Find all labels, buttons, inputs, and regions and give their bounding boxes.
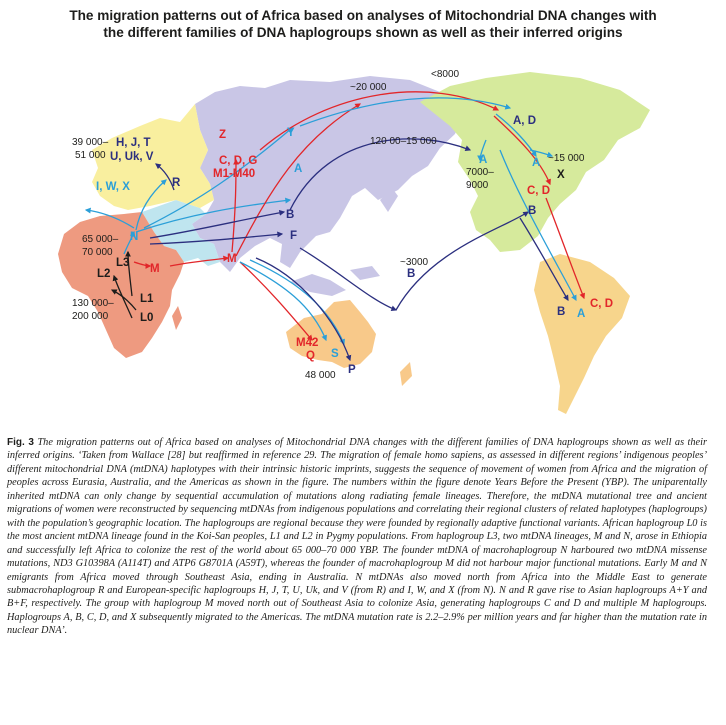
migration-map <box>0 56 726 428</box>
label-m-india: M <box>227 253 237 265</box>
label-m-africa: M <box>150 263 160 275</box>
title-line-1: The migration patterns out of Africa based on analyses of Mitochondrial DNA changes with <box>69 8 657 23</box>
region-madagascar <box>172 306 182 330</box>
region-south-america <box>534 254 630 414</box>
label-a-na: A <box>479 154 488 166</box>
label-l3: L3 <box>116 257 130 269</box>
label-years-200000: 200 000 <box>72 311 109 322</box>
label-p: P <box>348 364 356 376</box>
label-f-asia: F <box>290 230 298 242</box>
label-years-39000: 39 000– <box>72 137 109 148</box>
label-i-w-x: I, W, X <box>96 181 130 193</box>
label-h-j-t: H, J, T <box>116 137 151 149</box>
label-y-asia: Y <box>287 127 295 139</box>
figure-caption <box>7 436 707 638</box>
label-l1: L1 <box>140 293 154 305</box>
caption-text: The migration patterns out of Africa based on analyses of Mitochondrial DNA changes with the different families of DNA haplogroups shown as well as their inferred origins. ‘Taken from Wallace [28] but reaffirmed in reference 29. The migration of female homo sapiens, as assessed in different regions’ indigenous peoples’ different mitochondrial DNA (mtDNA) haplotypes with their intrinsic historic imprints, suggests the sequence of movement of women from Africa and the migration of peoples across Eurasia, Australia, and the Americas as shown in the figure. The numbers within the figure denote Years Before the Present (YBP). The uniparentally inherited mtDNA can only change by sequential accumulation of mutations along radiating female lineages. Therefore, the mtDNA mutational tree and ancient migrations of women were reconstructed by sequencing mtDNAs from indigenous populations and correlating their regional clusters of related haplotypes (haplogroups) with the population’s geographic location. The haplogroups are regional because they were founded by regionally adaptive functional variants. African haplogroup L0 is the most ancient mtDNA lineage found in the Koi-San peoples, L1 and L2 in Pygmy populations. From haplogroup L3, two mtDNA lineages, M and N, arose in Ethiopia and successfully left Africa to colonize the rest of the world about 65 000–70 000 YBP. The founder mtDNA of macrohaplogroup N harboured two mtDNA missense mutations, ND3 G10398A (A114T) and ATP6 G8701A (A59T), whereas the founder of macrohaplogroup M did not harbour major functional mutations. Early M and N emigrants from Africa moved through Southeast Asia, ending in Australia. N mtDNAs also moved north from Africa into the Middle East to generate submacrohaplogroup R and European-specific haplogroups H, J, T, U, Uk, and V (from R) and I, W, and X (from N). N and R gave rise to Asian haplogroups A+Y and B+F, respectively. The group with haplogroup M moved north out of Southeast Asia to colonize Asia, generating haplogroups C and D and multiple M haplogroups. Haplogroups A, B, C, D, and X subsequently migrated to the Americas. The mtDNA mutation rate is 2.2–2.9% per million years and far higher than the mutation rate in nuclear DNA’. <box>7 437 707 637</box>
label-x: X <box>557 169 565 181</box>
label-years-15000: ~15 000 <box>548 153 585 164</box>
label-years-51000: 51 000 <box>75 150 106 161</box>
region-new-zealand <box>400 362 412 386</box>
label-c-d-na: C, D <box>527 185 550 197</box>
label-years-130000: 130 000– <box>72 298 114 309</box>
label-years-20000: ~20 000 <box>350 82 387 93</box>
label-n: N <box>130 231 139 243</box>
label-u-uk-v: U, Uk, V <box>110 151 154 163</box>
label-b-asia: B <box>286 209 295 221</box>
label-a-d: A, D <box>513 115 536 127</box>
label-a-na-east: A <box>532 157 541 169</box>
label-a-sa: A <box>577 308 586 320</box>
title-line-2: the different families of DNA haplogroups shown as well as their inferred origins <box>103 25 623 40</box>
label-years-7000: 7000– <box>466 167 494 178</box>
label-m1-m40: M1-M40 <box>213 168 256 180</box>
caption-fig-label: Fig. 3 <box>7 437 34 448</box>
label-l0: L0 <box>140 312 154 324</box>
label-years-9000: 9000 <box>466 180 489 191</box>
label-s: S <box>331 348 339 360</box>
label-c-d-sa: C, D <box>590 298 613 310</box>
label-r: R <box>172 177 181 189</box>
label-a-asia: A <box>294 163 303 175</box>
regions <box>58 72 650 414</box>
label-l2: L2 <box>97 268 111 280</box>
label-years-48000: 48 000 <box>305 370 336 381</box>
label-z: Z <box>219 129 227 141</box>
label-b-pacific: B <box>407 268 416 280</box>
label-c-d-g: C, D, G <box>219 155 258 167</box>
label-years-8000: <8000 <box>431 69 460 80</box>
label-years-65000: 65 000– <box>82 234 119 245</box>
label-m42: M42 <box>296 337 319 349</box>
label-b-sa: B <box>557 306 566 318</box>
label-b-na: B <box>528 205 537 217</box>
figure-title <box>0 7 726 41</box>
label-years-120-15000: 120 00–15 000 <box>370 136 437 147</box>
label-years-70000: 70 000 <box>82 247 113 258</box>
label-years-3000: ~3000 <box>400 257 429 268</box>
label-q: Q <box>306 350 315 362</box>
